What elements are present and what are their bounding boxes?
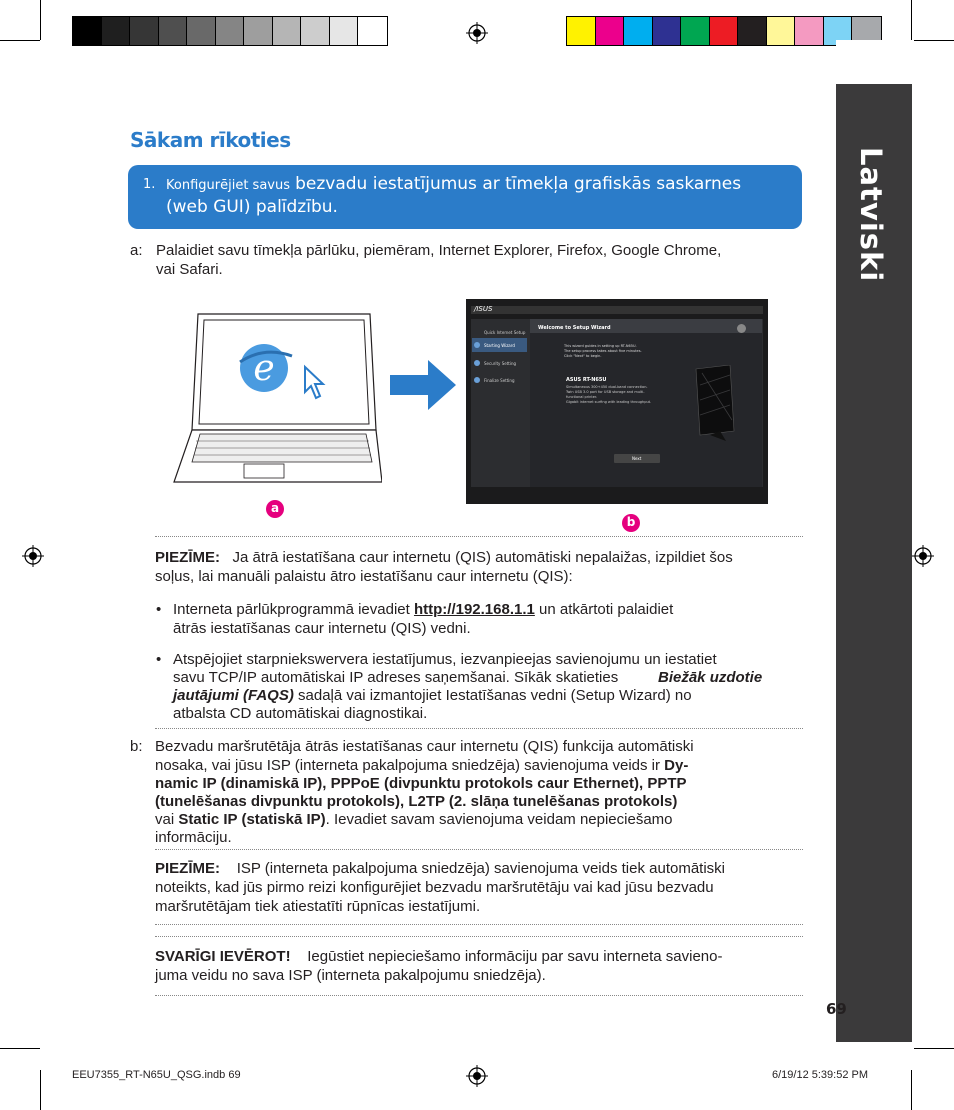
note2-label: PIEZĪME: [155, 860, 221, 877]
item-b-line5-post: . Ievadiet savam savienojuma veidam nepieciešamo [325, 811, 673, 828]
item-b-line5-bold: Static IP (statiskā IP) [178, 811, 326, 828]
registration-mark-icon [912, 545, 934, 567]
note1-line2: soļus, lai manuāli palaistu ātro iestatīšanu caur internetu (QIS): [155, 568, 573, 585]
laptop-illustration [170, 312, 382, 490]
screenshot-feature-4: Gigabit internet surfing with leading throughput. [566, 400, 652, 404]
screenshot-intro-1: This wizard guides in setting up RT-N65U. [564, 344, 637, 348]
grayscale-color-bar [72, 16, 388, 46]
crop-mark [40, 1070, 41, 1110]
crop-mark [0, 1048, 40, 1049]
step-prefix: Konfigurējiet savus [166, 178, 290, 193]
important-line2: juma veidu no sava ISP (interneta pakalpojumu sniedzēja). [155, 967, 546, 984]
figure-label-a: a [266, 500, 284, 518]
svg-text:e: e [253, 348, 275, 389]
screenshot-menu-title: Quick Internet Setup [484, 330, 526, 335]
item-b-line4: (tunelēšanas divpunktu protokols), L2TP (2. slāņa tunelēšanas protokols) [155, 793, 678, 810]
step-text-b: (web GUI) palīdzību. [166, 197, 338, 217]
item-b-line3: namic IP (dinamiskā IP), PPPoE (divpunktu protokols caur Ethernet), PPTP [155, 775, 687, 792]
step-1-box [128, 165, 802, 229]
bullet2-line3 [173, 686, 692, 705]
arrow-right-icon [390, 360, 456, 410]
crop-mark [914, 40, 954, 41]
item-a-line2-bold: Safari. [179, 261, 223, 278]
bullet-dot-2: • [156, 651, 162, 668]
router-icon [690, 365, 740, 441]
bullet1-pre: Interneta pārlūkprogrammā ievadiet [173, 601, 410, 618]
crop-mark [911, 0, 912, 40]
bullet2-em1: Biežāk uzdotie [658, 669, 763, 686]
note2-line2: noteikts, kad jūs pirmo reizi konfigurējiet bezvadu maršrutētāju vai kad jūsu bezvadu [155, 879, 714, 896]
screenshot-menu-item-1: Starting Wizard [484, 343, 515, 348]
item-b-line5-pre: vai [155, 811, 175, 828]
page-number: 69 [826, 1000, 847, 1018]
separator [155, 995, 803, 996]
screenshot-intro-3: Click "Next" to begin. [564, 354, 602, 358]
item-a-line1: Palaidiet savu tīmekļa pārlūku, piemēram, Internet Explorer, Firefox, Google Chrome, [156, 242, 722, 259]
item-b-marker: b: [130, 738, 143, 755]
separator [155, 849, 803, 850]
bullet2-line1: Atspējojiet starpniekswervera iestatījumus, iezvanpieejas savienojumu un iestatiet [173, 651, 717, 668]
note1-line1 [155, 548, 733, 567]
screenshot-next-label: Next [632, 456, 642, 461]
footer-left: EEU7355_RT-N65U_QSG.indb 69 [72, 1069, 241, 1081]
note2-text1: ISP (interneta pakalpojuma sniedzēja) savienojuma veids tiek automātiski [236, 860, 726, 877]
footer-right: 6/19/12 5:39:52 PM [772, 1069, 869, 1081]
screenshot-panel-title: Welcome to Setup Wizard [538, 325, 611, 331]
item-b-line2 [155, 756, 688, 775]
crop-mark [0, 40, 40, 41]
home-icon [737, 324, 746, 333]
setup-wizard-screenshot [466, 299, 768, 504]
process-color-bar [566, 16, 882, 46]
item-b-line6: informāciju. [155, 829, 232, 846]
bullet2-line2: savu TCP/IP automātiskai IP adreses saņemšanai. Sīkāk skatieties [173, 669, 619, 686]
screenshot-feature-2: Twin USB 3.0 port for USB storage and multi- [566, 390, 645, 394]
item-b-line2-pre: nosaka, vai jūsu ISP (interneta pakalpojuma sniedzēja) savienojuma veids ir [155, 757, 660, 774]
screenshot-menu-item-2: Security Setting [484, 361, 517, 366]
note1-label: PIEZĪME: [155, 549, 221, 566]
side-tab-label: Latviski [854, 147, 888, 283]
screenshot-intro-2: The setup process takes about five minutes. [564, 349, 642, 353]
bullet2-line4: atbalsta CD automātiskai diagnostikai. [173, 705, 428, 722]
step-number: 1. [143, 177, 156, 192]
screenshot-model: ASUS RT-N65U [566, 377, 607, 383]
item-a-line2 [156, 260, 223, 279]
screenshot-menu-item-3: Finalize Setting [484, 378, 515, 383]
figure-label-b: b [622, 514, 640, 532]
crop-mark [40, 0, 41, 40]
registration-mark-icon [22, 545, 44, 567]
step-text-a: bezvadu iestatījumus ar tīmekļa grafiskās saskarnes [295, 174, 742, 194]
important-line1 [155, 947, 722, 966]
bullet1-line1 [173, 600, 673, 619]
router-url-link[interactable]: http://192.168.1.1 [413, 601, 535, 618]
note1-text1: Ja ātrā iestatīšana caur internetu (QIS) automātiski nepalaižas, izpildiet šos [232, 549, 733, 566]
registration-mark-icon [466, 22, 488, 44]
bullet2-em2: jautājumi (FAQS) [173, 687, 294, 704]
crop-mark [914, 1048, 954, 1049]
item-a-marker: a: [130, 242, 143, 259]
section-heading: Sākam rīkoties [130, 128, 291, 152]
item-b-line5 [155, 810, 673, 829]
separator [155, 728, 803, 729]
screenshot-feature-3: functional printer. [566, 395, 598, 399]
screenshot-topbar [471, 306, 763, 314]
registration-mark-icon [466, 1065, 488, 1087]
important-text1: Iegūstiet nepieciešamo informāciju par savu interneta savieno- [307, 948, 723, 965]
note2-line1 [155, 859, 725, 878]
separator [155, 936, 803, 937]
crop-mark [911, 1070, 912, 1110]
bullet2-line3-text: sadaļā vai izmantojiet Iestatīšanas vedni (Setup Wizard) no [298, 687, 692, 704]
bullet1-line2: ātrās iestatīšanas caur internetu (QIS) vedni. [173, 620, 471, 637]
separator [155, 536, 803, 537]
item-b-line1: Bezvadu maršrutētāja ātrās iestatīšanas caur internetu (QIS) funkcija automātiski [155, 738, 694, 755]
bullet-dot-1: • [156, 601, 162, 618]
item-a-line2-pre: vai [156, 261, 176, 278]
screenshot-feature-1: Simultaneous 300+450 dual-band connection. [566, 385, 648, 389]
bullet1-post: un atkārtoti palaidiet [539, 601, 674, 618]
item-b-line2-bold: Dy- [664, 757, 689, 774]
screenshot-brand: /ISUS [474, 305, 493, 313]
note2-line3: maršrutētājam tiek atiestatīti rūpnīcas iestatījumi. [155, 898, 481, 915]
important-label: SVARĪGI IEVĒROT! [155, 948, 291, 965]
separator [155, 924, 803, 925]
